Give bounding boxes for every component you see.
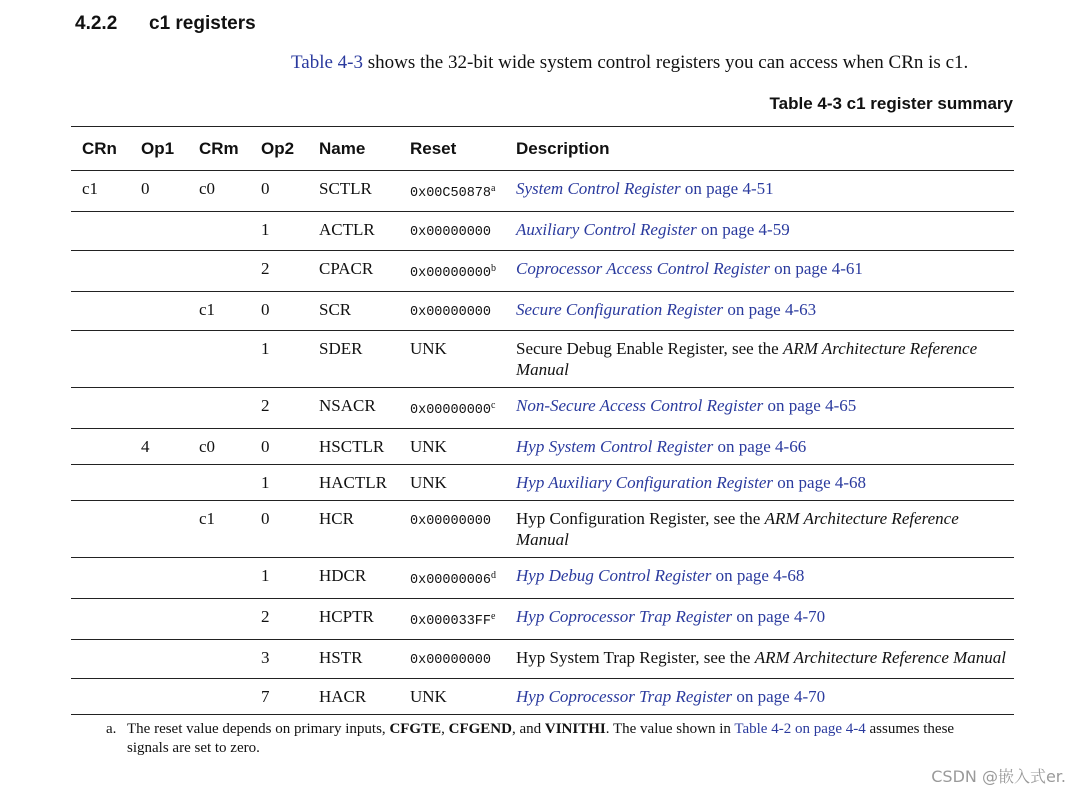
section-number: 4.2.2	[75, 13, 118, 34]
register-link[interactable]: Hyp Auxiliary Configuration Register	[516, 473, 774, 492]
manual-reference: ARM Architecture Reference Manual	[516, 509, 959, 549]
cell-name: HACTLR	[308, 465, 399, 501]
cell-reset	[399, 388, 505, 429]
footnote-text-5: assumes these signals are set to zero.	[127, 721, 955, 756]
reset-value: 0x00000000	[410, 266, 492, 281]
register-link[interactable]: Auxiliary Control Register	[516, 220, 697, 239]
register-link[interactable]: Hyp Debug Control Register	[516, 566, 712, 585]
cell-crn	[71, 212, 130, 251]
table-ref-link[interactable]: Table 4-3	[291, 52, 364, 73]
col-header-reset: Reset	[399, 127, 505, 171]
cell-crn	[71, 679, 130, 715]
cell-crm	[188, 331, 250, 388]
cell-description	[505, 292, 1014, 331]
register-link[interactable]: Hyp System Control Register	[516, 437, 714, 456]
col-header-crn: CRn	[71, 127, 130, 171]
cell-name: SDER	[308, 331, 399, 388]
cell-crm: c0	[188, 429, 250, 465]
table-row	[71, 640, 1014, 679]
cell-crm	[188, 640, 250, 679]
cell-name: SCR	[308, 292, 399, 331]
cell-op2: 7	[250, 679, 308, 715]
table-row	[71, 679, 1014, 715]
reset-value: UNK	[410, 687, 447, 706]
intro-paragraph	[291, 52, 968, 74]
cell-crm	[188, 388, 250, 429]
footnote-a	[106, 720, 986, 758]
register-link[interactable]: Non-Secure Access Control Register	[516, 396, 764, 415]
page-ref-link[interactable]: on page 4-51	[680, 179, 774, 198]
description-text: Hyp Configuration Register, see the	[516, 509, 765, 528]
cell-crn	[71, 599, 130, 640]
cell-op2: 2	[250, 599, 308, 640]
table-row	[71, 212, 1014, 251]
cell-description	[505, 331, 1014, 388]
col-header-op1: Op1	[130, 127, 188, 171]
cell-description	[505, 558, 1014, 599]
footnote-text-2: ,	[441, 721, 449, 737]
cell-op2: 1	[250, 212, 308, 251]
table-row	[71, 171, 1014, 212]
cell-crm	[188, 679, 250, 715]
footnote-text-1: The reset value depends on primary inputs,	[127, 721, 390, 737]
register-table	[71, 126, 1014, 715]
cell-reset	[399, 331, 505, 388]
reset-value: UNK	[410, 437, 447, 456]
table-row	[71, 429, 1014, 465]
col-header-crm: CRm	[188, 127, 250, 171]
cell-description	[505, 501, 1014, 558]
cell-crn	[71, 558, 130, 599]
reset-value: 0x00000000	[410, 653, 492, 668]
cell-op1	[130, 251, 188, 292]
cell-op1: 0	[130, 171, 188, 212]
cell-description	[505, 251, 1014, 292]
table-row	[71, 388, 1014, 429]
manual-reference: ARM Architecture Reference Manual	[754, 648, 1007, 667]
cell-name: CPACR	[308, 251, 399, 292]
cell-op1	[130, 599, 188, 640]
cell-name: HCPTR	[308, 599, 399, 640]
register-link[interactable]: System Control Register	[516, 179, 681, 198]
footnote-ref[interactable]: a	[491, 183, 496, 194]
page-ref-link[interactable]: on page 4-65	[763, 396, 857, 415]
cell-name: HACR	[308, 679, 399, 715]
cell-op1	[130, 679, 188, 715]
cell-crn	[71, 292, 130, 331]
table-row	[71, 501, 1014, 558]
cell-name: ACTLR	[308, 212, 399, 251]
cell-reset	[399, 501, 505, 558]
cell-description	[505, 171, 1014, 212]
cell-name: HDCR	[308, 558, 399, 599]
cell-op2: 3	[250, 640, 308, 679]
page-ref-link[interactable]: on page 4-70	[732, 687, 826, 706]
table-row	[71, 292, 1014, 331]
reset-value: 0x00000000	[410, 403, 492, 418]
cell-reset	[399, 212, 505, 251]
table-row	[71, 558, 1014, 599]
footnote-table-link[interactable]: Table 4-2 on page 4-4	[734, 721, 866, 737]
cell-crn	[71, 640, 130, 679]
reset-value: 0x00000000	[410, 514, 492, 529]
section-title: c1 registers	[149, 13, 256, 34]
page-ref-link[interactable]: on page 4-66	[713, 437, 807, 456]
cell-name: NSACR	[308, 388, 399, 429]
footnote-ref[interactable]: b	[491, 263, 497, 274]
footnote-ref[interactable]: d	[491, 570, 497, 581]
cell-description	[505, 388, 1014, 429]
cell-op1	[130, 331, 188, 388]
reset-value: UNK	[410, 473, 447, 492]
cell-op2: 0	[250, 501, 308, 558]
section-heading	[75, 13, 256, 35]
table-row	[71, 251, 1014, 292]
footnote-ref[interactable]: e	[491, 611, 496, 622]
cell-name: SCTLR	[308, 171, 399, 212]
cell-op2: 0	[250, 292, 308, 331]
footnote-bold-cfgend: CFGEND	[448, 721, 512, 737]
cell-crn	[71, 331, 130, 388]
reset-value: UNK	[410, 339, 447, 358]
footnote-text	[127, 720, 986, 758]
cell-reset	[399, 251, 505, 292]
reset-value: 0x00C50878	[410, 186, 492, 201]
cell-op2: 0	[250, 429, 308, 465]
page-ref-link[interactable]: on page 4-61	[769, 259, 863, 278]
cell-crn	[71, 465, 130, 501]
footnote-mark: a.	[106, 721, 117, 737]
reset-value: 0x000033FF	[410, 614, 492, 629]
footnote-text-4: . The value shown in	[605, 721, 735, 737]
description-text: Secure Debug Enable Register, see the	[516, 339, 783, 358]
cell-crn: c1	[71, 171, 130, 212]
manual-reference: ARM Architecture Reference Manual	[516, 339, 978, 379]
col-header-description: Description	[505, 127, 1014, 171]
description-text: Hyp System Trap Register, see the	[516, 648, 755, 667]
col-header-name: Name	[308, 127, 399, 171]
footnote-ref[interactable]: c	[491, 400, 496, 411]
cell-op1	[130, 640, 188, 679]
cell-reset	[399, 292, 505, 331]
cell-op2: 1	[250, 558, 308, 599]
cell-reset	[399, 679, 505, 715]
register-link[interactable]: Hyp Coprocessor Trap Register	[516, 687, 733, 706]
cell-op1	[130, 501, 188, 558]
table-row	[71, 599, 1014, 640]
cell-op2: 0	[250, 171, 308, 212]
cell-crn	[71, 501, 130, 558]
table-row	[71, 331, 1014, 388]
cell-crm	[188, 465, 250, 501]
cell-crm	[188, 599, 250, 640]
cell-op1	[130, 465, 188, 501]
reset-value: 0x00000006	[410, 573, 492, 588]
cell-op1	[130, 558, 188, 599]
cell-op2: 1	[250, 465, 308, 501]
page-ref-link[interactable]: on page 4-68	[773, 473, 867, 492]
cell-op1: 4	[130, 429, 188, 465]
reset-value: 0x00000000	[410, 305, 492, 320]
cell-description	[505, 679, 1014, 715]
cell-description	[505, 212, 1014, 251]
table-caption: Table 4-3 c1 register summary	[769, 94, 1013, 113]
cell-crm: c1	[188, 501, 250, 558]
cell-op2: 2	[250, 251, 308, 292]
page-ref-link[interactable]: on page 4-63	[723, 300, 817, 319]
register-link[interactable]: Hyp Coprocessor Trap Register	[516, 607, 733, 626]
cell-crn	[71, 388, 130, 429]
table-row	[71, 465, 1014, 501]
page-ref-link[interactable]: on page 4-59	[696, 220, 790, 239]
intro-text: shows the 32-bit wide system control registers you can access when CRn is c1.	[363, 52, 969, 73]
cell-crm	[188, 251, 250, 292]
cell-crm: c1	[188, 292, 250, 331]
cell-op1	[130, 212, 188, 251]
cell-name: HSCTLR	[308, 429, 399, 465]
cell-crn	[71, 429, 130, 465]
footnote-bold-vinithi: VINITHI	[544, 721, 606, 737]
cell-reset	[399, 558, 505, 599]
cell-reset	[399, 171, 505, 212]
page-ref-link[interactable]: on page 4-70	[732, 607, 826, 626]
footnote-bold-cfgte: CFGTE	[389, 721, 442, 737]
cell-name: HSTR	[308, 640, 399, 679]
footnote-text-3: , and	[511, 721, 545, 737]
cell-reset	[399, 599, 505, 640]
cell-description	[505, 640, 1014, 679]
cell-crn	[71, 251, 130, 292]
cell-reset	[399, 640, 505, 679]
cell-description	[505, 429, 1014, 465]
table-body	[71, 171, 1014, 715]
cell-crm: c0	[188, 171, 250, 212]
cell-op1	[130, 292, 188, 331]
cell-op2: 2	[250, 388, 308, 429]
cell-reset	[399, 465, 505, 501]
cell-op2: 1	[250, 331, 308, 388]
cell-name: HCR	[308, 501, 399, 558]
register-link[interactable]: Coprocessor Access Control Register	[516, 259, 770, 278]
register-link[interactable]: Secure Configuration Register	[516, 300, 724, 319]
cell-crm	[188, 212, 250, 251]
col-header-op2: Op2	[250, 127, 308, 171]
table-header-row	[71, 127, 1014, 171]
cell-op1	[130, 388, 188, 429]
page-ref-link[interactable]: on page 4-68	[711, 566, 805, 585]
cell-crm	[188, 558, 250, 599]
cell-description	[505, 599, 1014, 640]
reset-value: 0x00000000	[410, 225, 492, 240]
csdn-watermark: CSDN @嵌入式er.	[931, 767, 1066, 786]
cell-reset	[399, 429, 505, 465]
cell-description	[505, 465, 1014, 501]
